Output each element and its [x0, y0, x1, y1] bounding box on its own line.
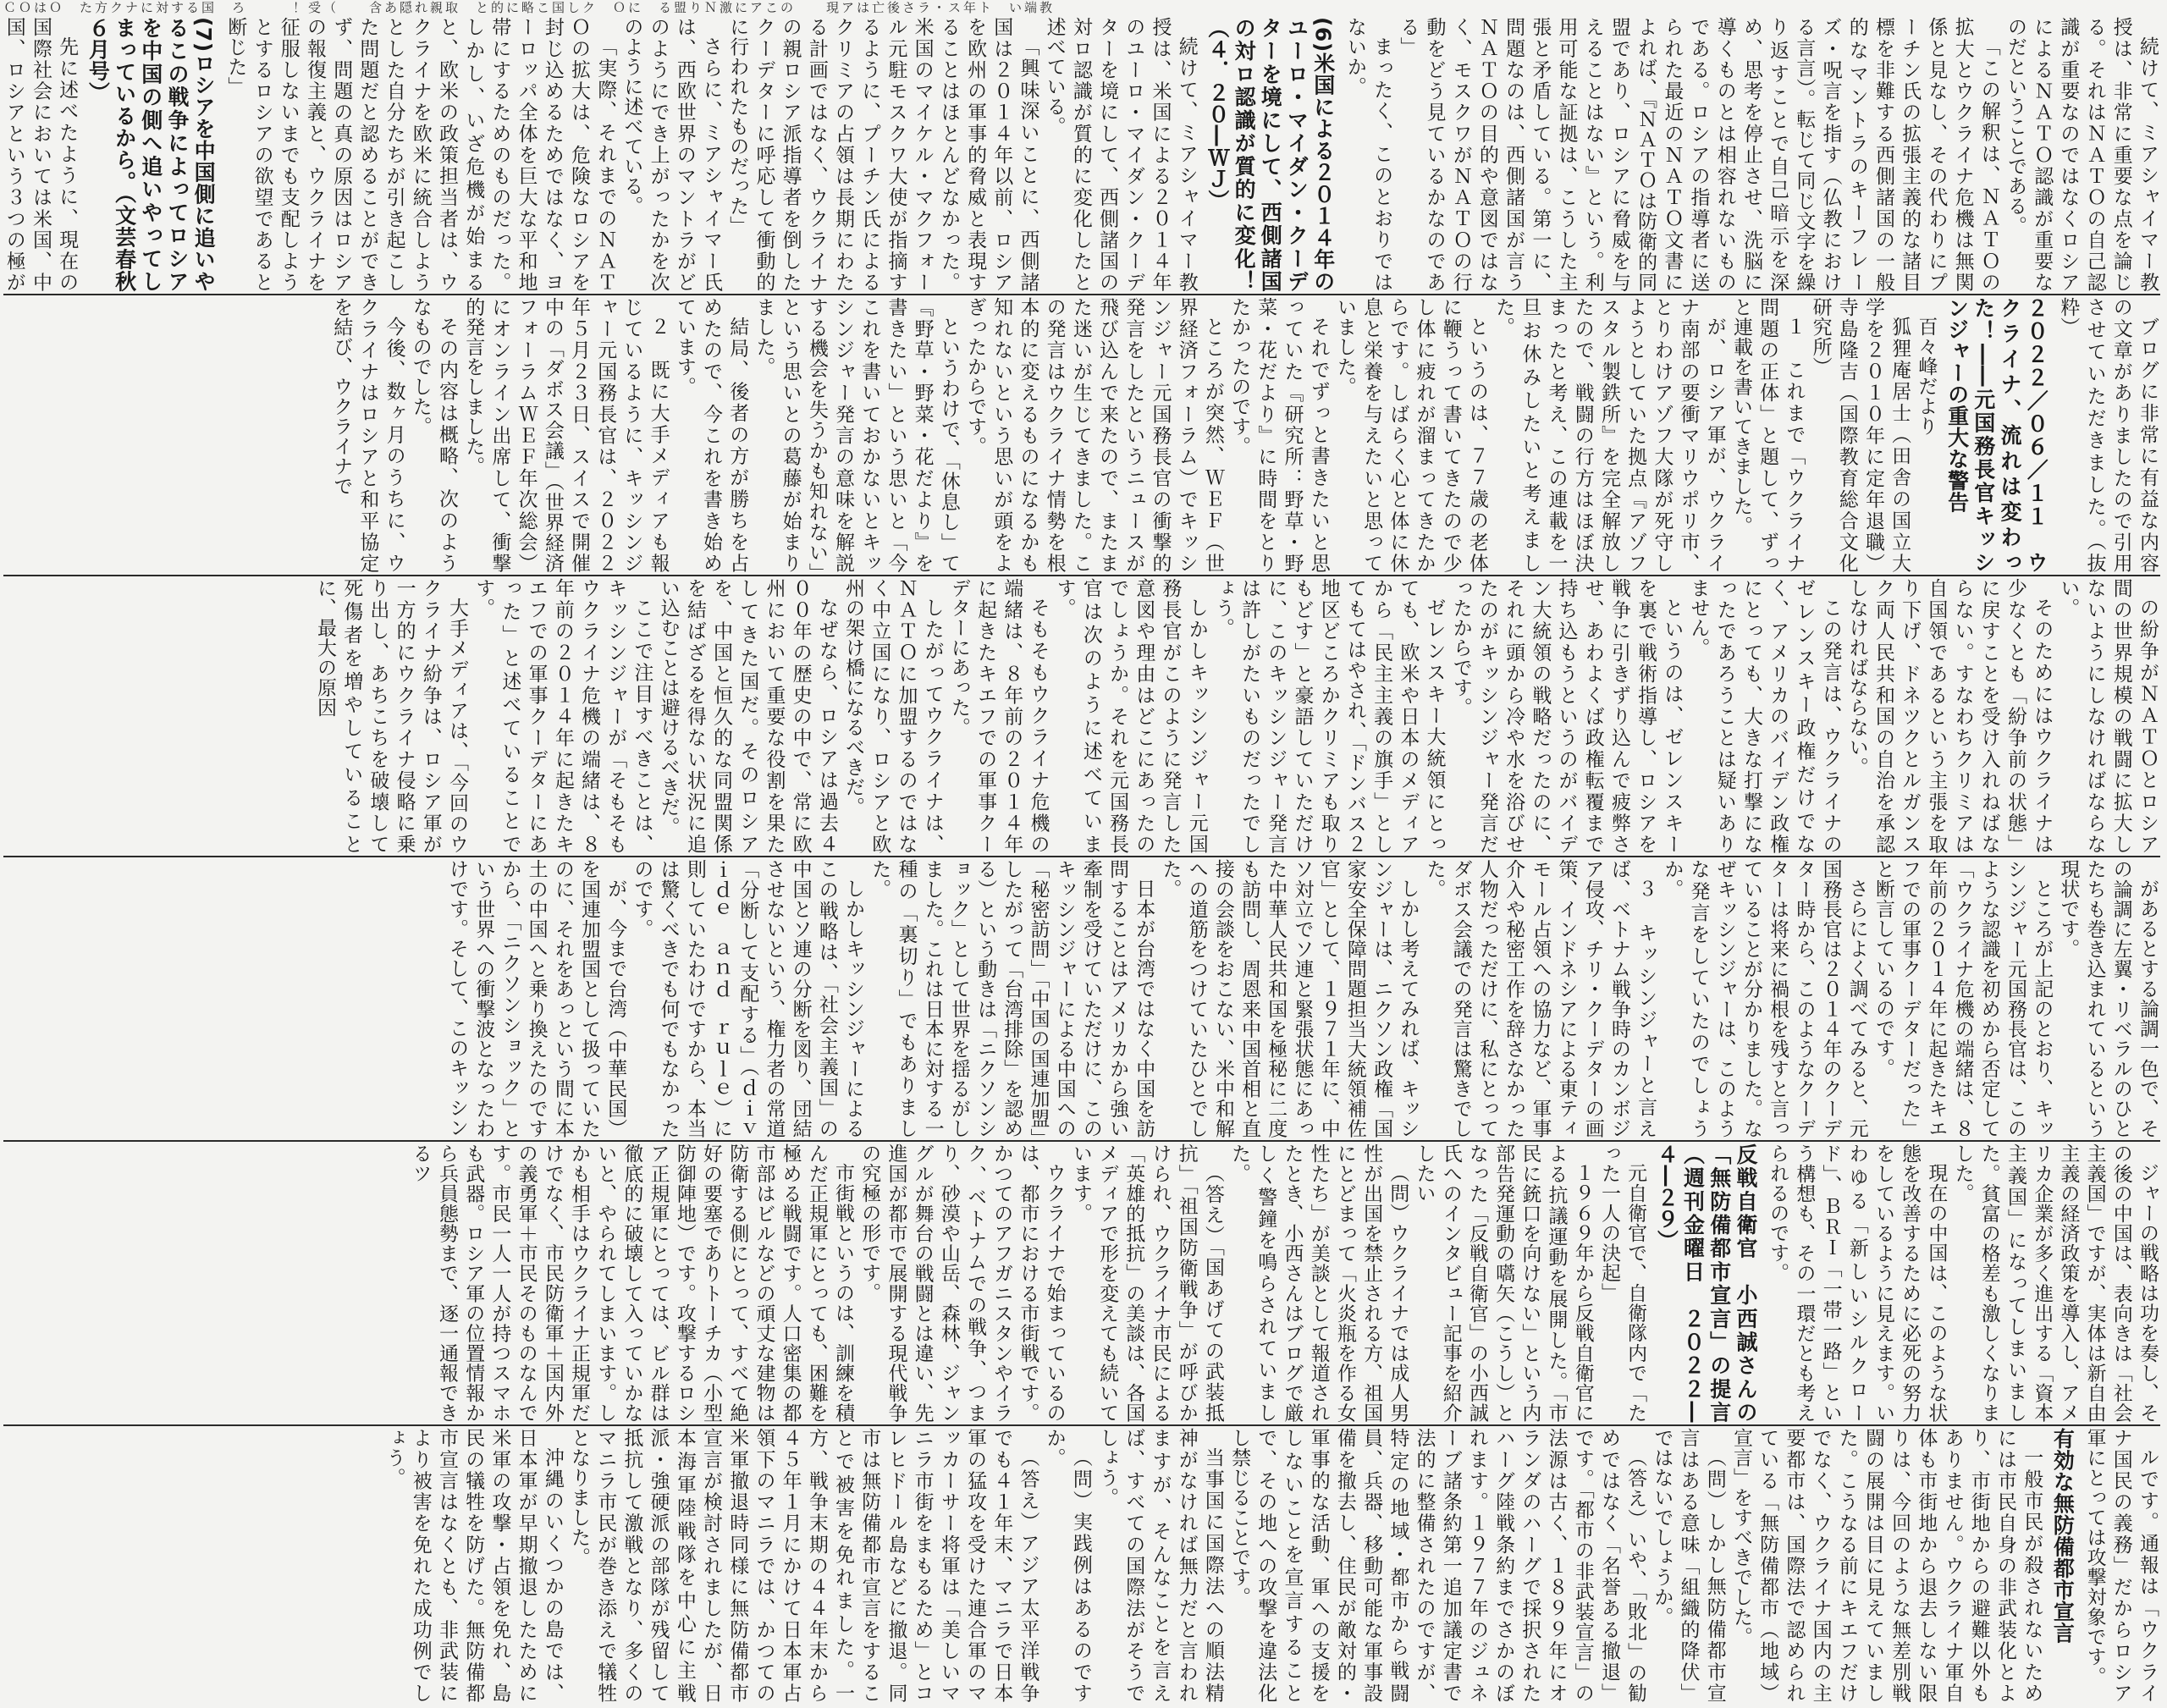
- text-band-2: [3, 297, 2160, 573]
- paragraph: というのは、ゼレンスキーを裏で戦術指導し、ロシアを戦争に引きずり込んで疲弊させ、あわよくば政権転覆まで持ち込もうというのがバイデン大統領の戦略だったのに、それに頭から冷や水を浴びせたのがキッシンジャー発言だったからです。: [1449, 578, 1684, 854]
- paragraph: ジャーの戦略は功を奏し、その後の中国は、表向きは「社会主義国」ですが、実体は新自由主義の経済政策を導入し、アメリカ企業が多く進出する「資本主義国」になってしまいました。貧富の格差も激しくなりました。: [1951, 1143, 2159, 1423]
- column-text: [3, 1428, 2160, 1703]
- paragraph: ゼレンスキー大統領にとっても、欧米や日本のメディアから「民主主義の旗手」としてもてはやされ、「ドンバス２地区どころかクリミアも取りもどす」と豪語していただけに、このキッシンジャー発言は許しがたいものだったでしょう。: [1211, 578, 1446, 854]
- band-divider: [3, 575, 2160, 576]
- paragraph: ウクライナで始まっているのは、都市における市街戦です。かつてのアフガニスタンやイラク、ベトナムでの戦争、つまり、砂漠や山岳、森林、ジャングルが舞台の戦闘とは違い、先進国が都市で展開する現代戦争の究極の形です。: [858, 1143, 1066, 1423]
- paragraph: （答え）いや、「敗北」の勧めではなく「名誉ある撤退」です。「都市の非武装宣言」の法源は古く、１８９９年にオランダのハーグで採択されたハーグ陸戦条約までさかのぼれます。１９７７年のジュネーブ諸条約第一追加議定書で法的に整備されたのですが、特定の地域・都市から戦闘員、兵器、移動可能な軍事設備を撤去し、住民が敵対的・軍事的な活動、軍への支援をしないことを宣言することで、その地への攻撃を違法化し禁じることです。: [1228, 1428, 1647, 1703]
- column-text: [3, 17, 2160, 292]
- paragraph: （答え）「国あげての武装抵抗」「祖国防衛戦争」が呼びかけられ、ウクライナ市民による「英雄的抵抗」の美談は、各国メディアで形を変えても続いています。: [1069, 1143, 1224, 1423]
- column-text: [3, 297, 2160, 573]
- band-divider: [3, 856, 2160, 857]
- section-heading: (6)米国による２０１４年のユーロ・マイダン・クーデターを境にして、西側諸国の対ロ認識が質的に変化！（４．２０―ＷＪ）: [1205, 17, 1336, 292]
- paragraph: 日本が台湾ではなく中国を訪問することはアメリカから強い牽制を受けていただけに、このキッシンジャーによる中国への「秘密訪問」「中国の国連加盟」したがって「台湾排除」を認める）という動きは「ニクソンショック」として世界を揺るがしました。これは日本に対する一種の「裏切り」でもありました。: [868, 859, 1155, 1138]
- column-text: [3, 859, 2160, 1138]
- text-band-1: [3, 17, 2160, 292]
- paragraph: ブログに非常に有益な内容の文章がありましたので引用させていただきました。（抜粋）: [2057, 297, 2159, 573]
- paragraph: ルです。通報は「ウクライナ国民の義務」だからロシア軍にとっては攻撃対象です。: [2083, 1428, 2159, 1703]
- text-band-5: [3, 1143, 2160, 1423]
- paragraph: なぜなら、ロシアは過去４００年の歴史の中で、常に欧州において重要な役割を果たしてきた国だ。そのロシアを、中国と恒久的な同盟関係を結ばざるを得ない状況に追い込むことは避けるべきだ。: [657, 578, 838, 854]
- cropped-header-strip: ＣＯはＯ た方クナに対する国 ろ ！受（ 含あ隠れ親取 と的に略こ国しク Ｏに る盟りＮ激にアこの 現アは亡後さラ・ス年ト い端教: [3, 0, 1056, 15]
- text-band-3: [3, 578, 2160, 854]
- paragraph: 先に述べたように、現在の国際社会においては米国、中国、ロシアという３つの極が: [3, 17, 79, 292]
- paragraph: （問）実践例はあるのですか。: [1043, 1428, 1092, 1703]
- paragraph: 市街戦というのは、訓練を積んだ正規軍にとっても、困難を極める戦闘です。人口密集の都市部はビルなどの頑丈な建物は防衛する側にとって、すべて絶好の要塞でありトーチカ（小型防御陣地）です。攻撃するロシア正規軍にとっては、ビル群は徹底的に破壊して入っていかないと、やられてしまいます。しかも相手はウクライナ正規軍だけでなく、市民防衛軍＋国内外の義勇軍＋市民そのものなんです。市民一人一人が持つスマホも武器。ロシア軍の位置情報から兵員態勢まで、逐一通報できるツ: [409, 1143, 855, 1423]
- paragraph: １ これまで「ウクライナ問題の正体」と題して、ずっと連載を書いてきました。: [1729, 297, 1806, 573]
- paragraph: まったく、このとおりではないか。: [1343, 17, 1393, 292]
- paragraph: があるとする論調一色で、その論調に左翼・リベラルのひとたちも巻き込まれているという現状です。: [2057, 859, 2159, 1138]
- band-divider: [3, 1140, 2160, 1142]
- section-heading: 有効な無防備都市宣言: [2050, 1428, 2076, 1644]
- paragraph: しかしキッシンジャーによるこの戦略は、「社会主義国」の中国とソ連の分断を図り、団結させないという、権力者の常道「分断して支配する」（ｄｉｖｉｄｅ ａｎｄ ｒｕｌｅ）に則していたわけですから、本当は驚くべきでも何でもなかったのです。: [631, 859, 865, 1138]
- paragraph: 沖縄のいくつかの島では、日本軍が早期撤退したために米軍の攻撃・占領を免れ、島民の犠牲を防げた。無防備都市宣言はなくとも、非武装により被害を免れた成功例でしょう。: [383, 1428, 564, 1703]
- paragraph: 続けて、ミアシャイマー教授は、米国による２０１４年のユーロ・マイダン・クーデターを境にして、西側諸国の対ロ認識が質的に変化したと述べている。: [1043, 17, 1198, 292]
- paragraph: さらに、ミアシャイマー氏は、西欧世界のマントラがどのようにでき上がったかを次のように述べている。: [620, 17, 723, 292]
- column-text: [3, 1143, 2160, 1423]
- text-band-6: [3, 1428, 2160, 1703]
- paragraph: 「興味深いことに、西側諸国は２０１４年以前、ロシアを欧州の軍事的脅威と表現することはほとんどなかった。米国のマイケル・マクフォール元駐モスクワ大使が指摘するように、プーチン氏によるクリミアの占領は長期にわたる計画ではなく、ウクライナの親ロシア派指導者を倒したクーデターに呼応して衝動的に行われたものだった」: [726, 17, 1039, 292]
- paragraph: 「この解釈は、ＮＡＴＯの拡大とウクライナ危機は無関係と見なし、その代わりにプーチン氏の拡張主義的な諸目標を非難する西側諸国の一般的なマントラのキーフレーズ・呪言を指す（仏教における言言）。転じて同じ文字を繰り返すことで自己暗示を深め、思考を停止させ、洗脳に導くものとは相容れないものである。ロシアの指導者に送られた最近のＮＡＴＯ文書によれば、『ＮＡＴＯは防衛的同盟であり、ロシアに脅威を与えることはない』という。利用可能な証拠は、こうした主張と矛盾している。第一に、問題なのは、西側諸国が言うＮＡＴＯの目的や意図ではなく、モスクワがＮＡＴＯの行動をどう見ているかなのである」: [1397, 17, 2000, 292]
- paragraph: ここで注目すべきことは、キッシンジャーが「そもそもウクライナ危機の端緒は、８年前の２０１４年に起きたキエフでの軍事クーデターにあった」と述べていることです。: [472, 578, 653, 854]
- column-text: [3, 578, 2160, 854]
- paragraph: ２ 既に大手メディアも報じているように、キッシンジャー元国務長官は、２０２２年５月２３日、スイスで開催中の「ダボス会議」（世界経済フォーラムＷＥＦ年次総会）にオンライン出席して、衝撃的発言をしました。: [462, 297, 670, 573]
- paragraph: 現在の中国は、このような状態を改善するために必死の努力をしているように見えます。いわゆる「新しいシルクロード」、ＢＲＩ「一帯一路」という構想も、その一環だとも考えられるのです。: [1767, 1143, 1948, 1423]
- paragraph: その内容は概略、次のようなものでした。: [409, 297, 458, 573]
- paragraph: しかし考えてみれば、キッシンジャーは、ニクソン政権「国家安全保障問題担当大統領補佐官」として、１９７１年に、中ソ対立でソ連と緊張状態にあった中華人民共和国を極秘に二度も訪問し、周恩来中国首相と直接の会談をおこない、米中和解への道筋をつけていたひとでした。: [1159, 859, 1420, 1138]
- paragraph: 百々峰だより: [1915, 317, 1938, 436]
- paragraph: さらによく調べてみると、元国務長官は２０１４年のクーデター時から、このようなクーデターは将来に禍根を残すと言っていることが分かりました。なぜキッシンジャーは、このような発言をしていたのでしょうか。: [1661, 859, 1868, 1138]
- paragraph: が、ロシア軍が、ウクライナ南部の要衝マリウポリ市、とりわけアゾフ大隊が死守しようとしていた拠点『アゾフスタル製鉄所』を完全解放したので、戦闘の行方はほぼ決まったと考え、この連載を一旦お休みしたいと考えました。: [1492, 297, 1726, 573]
- paragraph: （問）ウクライナでは成人男性が出国を禁止される方、祖国にとどまって「火炎瓶を作る女性たち」が美談として報道されたとき、小西さんはブログで厳しく警鐘を鳴らされていました。: [1228, 1143, 1409, 1423]
- paragraph: そもそもウクライナ危機の端緒は、８年前の２０１４年に起きたキエフでの軍事クーデターにあった。: [947, 578, 1050, 854]
- band-divider: [3, 294, 2160, 295]
- paragraph: ところが上記のとおり、キッシンジャー元国務長官は、このような認識を初めから否定して「ウクライナ危機の端緒は、８年前の２０１４年に起きたキエフでの軍事クーデターだった」と断言しているのです。: [1872, 859, 2054, 1138]
- paragraph: 一般市民が殺されないためには市民自身の非武装化とより、市街地からの避難以外もありません。ウクライナ軍自体も市街地から退去しない限りは、今回のような無差別戦闘の展開は目に見えていました。こうなる前にキエフだけでなく、ウクライナ国内の主要都市は、国際法で認められている「無防備都市（地域）宣言」をすべきでした。: [1729, 1428, 2043, 1703]
- paragraph: が、今まで台湾（中華民国）を国連加盟国として扱っていたのに、それをあっという間に本土の中国へと乗り換えたのですから、「ニクソンショック」という世界への衝撃波となったわけです。そして、このキッシン: [446, 859, 627, 1138]
- paragraph: というのは、７７歳の老体に鞭うって書いてきたので少し体に疲れが溜まってきたからです。しばらく心と体に休息と栄養を与えたいと思っていました。: [1333, 297, 1488, 573]
- paragraph: それでずっと書きたいと思っていた『研究所：野草・野菜・花だより』に時間をとりたかったのです。: [1228, 297, 1330, 573]
- paragraph: 大手メディアは、「今回のウクライナ紛争は、ロシア軍が一方的にウクライナ侵略に乗り出し、あちこちを破壊して死傷者を増やしていることに、最大の原因: [313, 578, 468, 854]
- paragraph: ３ キッシンジャーと言えば、ベトナム戦争時のカンボジア侵攻、チリ・クーデターの画策、インドネシアによる東ティモール占領への協力など、軍事介入や秘密工作を辞さなかった人物だっただけに、私にとってダボス会議での発言は驚きでした。: [1423, 859, 1657, 1138]
- section-heading: ２０２２／０６／１１ ウクライナ、流れは変わった！――元国務長官キッシンジャーの重大な警告: [1944, 297, 2049, 573]
- section-heading: (7)ロシアを中国側に追いやるこの戦争によってロシアを中国の側へ追いやってしまっているから。（文芸春秋６月号）: [85, 17, 217, 292]
- paragraph: しかしキッシンジャー元国務長官がこのように発言した意図や理由はどこにあったのでしょうか。それを元国務長官は次のように述べています。: [1053, 578, 1208, 854]
- paragraph: 結局、後者の方が勝ちを占めたので、今これを書き始めています。: [673, 297, 749, 573]
- paragraph: この発言は、ウクライナのゼレンスキー政権だけでなく、アメリカのバイデン政権にとっても、大きな打撃になったであろうことは疑いありません。: [1687, 578, 1842, 854]
- paragraph: 「実際、それまでのＮＡＴＯの拡大は、危険なロシアを封じ込めるためではなく、ヨーロッパ全体を巨大な平和地帯にするためのものだった。しかし、いざ危機が始まると、欧米の政策担当者は、ウクライナを欧米に統合しようとした自分たちが引き起こした問題だと認めることができず、問題の真の原因はロシアの報復主義と、ウクライナを征服しないまでも支配しようとするロシアの欲望であると断じた」: [224, 17, 617, 292]
- paragraph: 元自衛官で、自衛隊内で「たった一人の決起」: [1597, 1143, 1647, 1423]
- paragraph: というわけで、「休息し」て『野草・野菜・花だより』を書きたい」という思いと「今これを書いておかないとキッシンジャー発言の意味を解説する機会を失うかも知れない」という思いとの葛藤が始まりました。: [753, 297, 960, 573]
- text-band-4: [3, 859, 2160, 1138]
- paragraph: 続けて、ミアシャイマー教授は、非常に重要な点を論じる。それはＮＡＴＯの自己認識が重要なのではなくロシアによるＮＡＴＯ認識が重要なのだということである。: [2004, 17, 2159, 292]
- paragraph: （問）しかし無防備都市宣言はある意味「組織的降伏」ではないでしょうか。: [1651, 1428, 1726, 1703]
- paragraph: １９６９年から反戦自衛官による抗議運動を展開した。「市民に銃口を向けない」という内部告発運動の嚆矢（こうし）となった「反戦自衛官」の小西誠氏へのインタビュー記事を紹介したい: [1413, 1143, 1594, 1423]
- paragraph: 当事国に国際法への順法精神がなければ無力だと言われますが、そんなことを言えば、すべての国際法がそうでしょう。: [1096, 1428, 1224, 1703]
- paragraph: そのためにはウクライナは少なくとも「紛争前の状態」に戻すことを受け入れねばならない。すなわちクリミアは自国領であるという主張を取り下げ、ドネツクとルガンスク両人民共和国の自治を承認しなければならない。: [1845, 578, 2054, 854]
- section-heading: 反戦自衛官 小西誠さんの「無防備都市宣言」の提言（週刊金曜日 ２０２２―４―２９）: [1654, 1143, 1758, 1423]
- paragraph: したがってウクライナは、ＮＡＴＯに加盟するのではなく中立国になり、ロシアと欧州の架け橋になるべきだ。: [842, 578, 944, 854]
- paragraph: ところが突然、ＷＥＦ（世界経済フォーラム）でキッシンジャー元国務長官の衝撃的発言をしたというニュースが飛び込んで来たので、またまた迷いが生じてきました。この発言はウクライナ情勢を根本的に変えるものになるかも知れないという思いが頭をよぎったからです。: [964, 297, 1224, 573]
- paragraph: の紛争がＮＡＴＯとロシア間の世界規模の戦闘に拡大しないようにしなければならない。: [2057, 578, 2159, 854]
- paragraph: （答え）アジア太平洋戦争でも４１年末、マニラで日本軍の猛攻を受けた連合軍のマッカーサー将軍は「美しいマニラ市街をまもるため」とコレヒドール島などに撤退。同市は無防備都市宣言をすることで被害を免れました。一方、戦争末期の４４年末から４５年１月にかけて日本軍占領下のマニラでは、かつての米軍撤退時同様に無防備都市宣言が検討されましたが、日本海軍陸戦隊を中心に主戦派・強硬派の部隊が残留して抵抗して激戦となり、多くのマニラ市民が巻き添えで犠牲となりました。: [568, 1428, 1039, 1703]
- band-divider: [3, 1424, 2160, 1426]
- paragraph: 狐狸庵居士（田舎の国立大学を２０１０年に定年退職）寺島隆吉（国際教育総合文化研究所）: [1809, 297, 1911, 573]
- paragraph: 今後、数ヶ月のうちに、ウクライナはロシアと和平協定を結び、ウクライナで: [330, 297, 405, 573]
